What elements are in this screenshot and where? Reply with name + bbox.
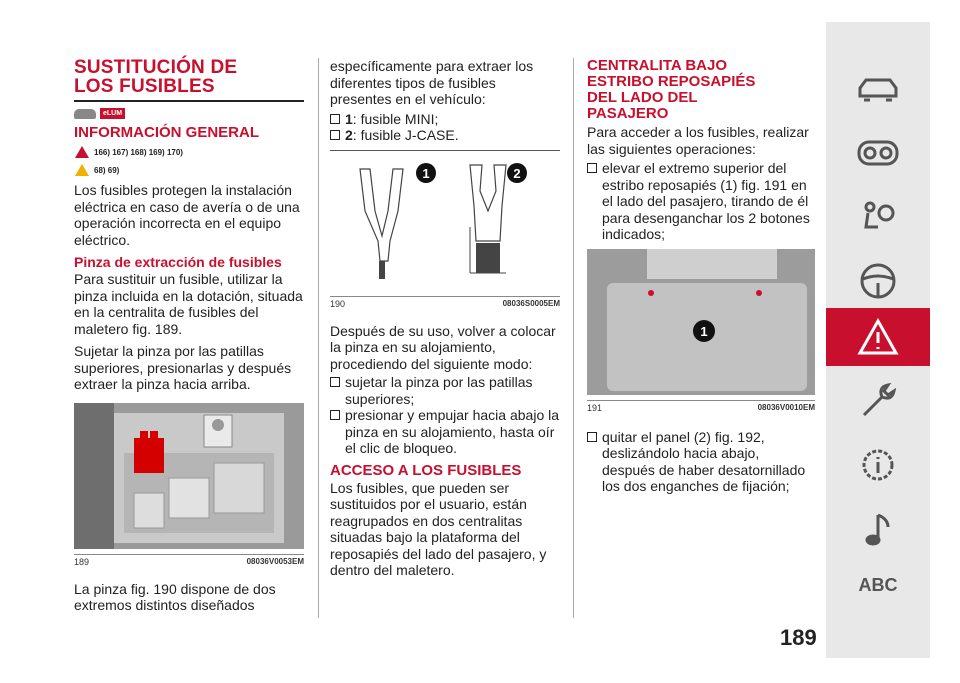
page-number: 189 bbox=[780, 625, 817, 650]
gear-info-icon bbox=[858, 445, 898, 485]
checkbox-bullet-icon bbox=[330, 114, 340, 124]
figure-190 bbox=[330, 151, 560, 309]
figure-caption bbox=[74, 557, 304, 567]
footrest-photo bbox=[587, 249, 815, 395]
warning-triangle-icon bbox=[856, 317, 900, 357]
column-3 bbox=[587, 58, 815, 495]
list-item: sujetar la pinza por las patillas superiores; bbox=[330, 374, 560, 407]
section-heading: CENTRALITA BAJO ESTRIBO REPOSAPIÉS DEL LADO DEL PASAJERO bbox=[587, 57, 756, 122]
sidebar-item-index[interactable] bbox=[826, 556, 930, 614]
paragraph: Los fusibles, que pueden ser sustituidos por el usuario, están reagrupados en dos centralitas situadas bajo la plataforma del reposapiés del lado del pasajero, y dentro del maletero. bbox=[330, 479, 547, 578]
section-title: SUSTITUCIÓN DE LOS FUSIBLES bbox=[74, 57, 238, 97]
figure-caption bbox=[587, 403, 815, 413]
subsection-title: INFORMACIÓN GENERAL bbox=[74, 124, 259, 141]
figure-label-1: 1 bbox=[422, 165, 430, 181]
warning-refs bbox=[74, 145, 304, 159]
airbag-icon bbox=[858, 199, 898, 235]
chapter-sidebar bbox=[826, 22, 930, 658]
paragraph: Los fusibles protegen la instalación eléctrica en caso de avería o de una operación incorrecta en el equipo eléctrico. bbox=[74, 182, 300, 248]
column-divider bbox=[573, 58, 574, 618]
sidebar-item-multimedia[interactable] bbox=[826, 500, 930, 558]
checkbox-bullet-icon bbox=[330, 377, 340, 387]
warning-refs-text: 166) 167) 168) 169) 170) bbox=[94, 147, 183, 157]
car-icon bbox=[856, 74, 900, 104]
list-item: 1: fusible MINI; bbox=[330, 111, 560, 128]
caution-refs bbox=[74, 163, 304, 177]
figure-rule bbox=[587, 400, 815, 401]
paragraph: Sujetar la pinza por las patillas superiores, presionarlas y después extraer la pinza hacia arriba. bbox=[74, 343, 292, 392]
fuse-puller-drawing bbox=[330, 151, 560, 291]
list-item: presionar y empujar hacia abajo la pinza en su alojamiento, hasta oír el clic de bloqueo. bbox=[330, 407, 560, 457]
checkbox-bullet-icon bbox=[587, 163, 597, 173]
heading-acceso: ACCESO A LOS FUSIBLES bbox=[330, 461, 522, 479]
figure-rule bbox=[74, 554, 304, 555]
elum-badge: eLUM bbox=[100, 108, 125, 119]
checkbox-bullet-icon bbox=[587, 432, 597, 442]
list-item: elevar el extremo superior del estribo reposapiés (1) fig. 191 en el lado del pasajero, tirando de él para desenganchar los 2 botones indicados; bbox=[587, 160, 815, 243]
sidebar-item-emergency[interactable] bbox=[826, 308, 930, 366]
heading-pinza: Pinza de extracción de fusibles bbox=[74, 254, 282, 270]
figure-code: 08036S0005EM bbox=[502, 298, 560, 308]
index-abc-label: ABC bbox=[858, 574, 898, 595]
caution-triangle-icon bbox=[74, 163, 90, 177]
sidebar-item-driving[interactable] bbox=[826, 252, 930, 310]
wrench-icon bbox=[858, 381, 898, 421]
fuse-box-photo bbox=[74, 403, 304, 549]
paragraph: Para acceder a los fusibles, realizar las siguientes operaciones: bbox=[587, 124, 809, 157]
figure-191 bbox=[587, 249, 815, 413]
instrument-cluster-icon bbox=[856, 138, 900, 168]
column-2 bbox=[330, 58, 560, 579]
sidebar-item-dashboard[interactable] bbox=[826, 124, 930, 182]
figure-number: 190 bbox=[330, 298, 346, 309]
paragraph: Después de su uso, volver a colocar la pinza en su alojamiento, procediendo del siguiente modo: bbox=[330, 322, 556, 372]
model-badge-row bbox=[74, 108, 304, 119]
figure-code: 08036V0010EM bbox=[757, 402, 815, 412]
column-1 bbox=[74, 58, 304, 614]
figure-label-1: 1 bbox=[700, 323, 708, 339]
music-note-icon bbox=[858, 509, 898, 549]
sidebar-item-maintenance[interactable] bbox=[826, 372, 930, 430]
figure-number: 189 bbox=[74, 556, 90, 567]
list-item: 2: fusible J-CASE. bbox=[330, 127, 560, 144]
steering-wheel-icon bbox=[858, 261, 898, 301]
figure-rule bbox=[330, 296, 560, 297]
paragraph: La pinza fig. 190 dispone de dos extremos distintos diseñados bbox=[74, 580, 276, 613]
checkbox-bullet-icon bbox=[330, 130, 340, 140]
car-icon bbox=[74, 109, 96, 119]
sidebar-item-technical-data[interactable] bbox=[826, 436, 930, 494]
figure-189 bbox=[74, 403, 304, 567]
figure-number: 191 bbox=[587, 402, 603, 413]
figure-label-2: 2 bbox=[513, 165, 521, 181]
list-item: quitar el panel (2) fig. 192, deslizándolo hacia abajo, después de haber desatornillado los dos enganches de fijación; bbox=[587, 429, 815, 495]
column-divider bbox=[318, 58, 319, 618]
danger-triangle-icon bbox=[74, 145, 90, 159]
figure-code: 08036V0053EM bbox=[246, 556, 304, 566]
caution-refs-text: 68) 69) bbox=[94, 165, 120, 175]
paragraph: específicamente para extraer los diferentes tipos de fusibles presentes en el vehículo: bbox=[330, 58, 534, 107]
paragraph: Para sustituir un fusible, utilizar la pinza incluida en la dotación, situada en la centralita de fusibles del maletero fig. 189. bbox=[74, 271, 303, 337]
checkbox-bullet-icon bbox=[330, 410, 340, 420]
figure-caption bbox=[330, 299, 560, 309]
title-underline bbox=[74, 100, 304, 102]
sidebar-item-vehicle[interactable] bbox=[826, 60, 930, 118]
sidebar-item-safety[interactable] bbox=[826, 188, 930, 246]
